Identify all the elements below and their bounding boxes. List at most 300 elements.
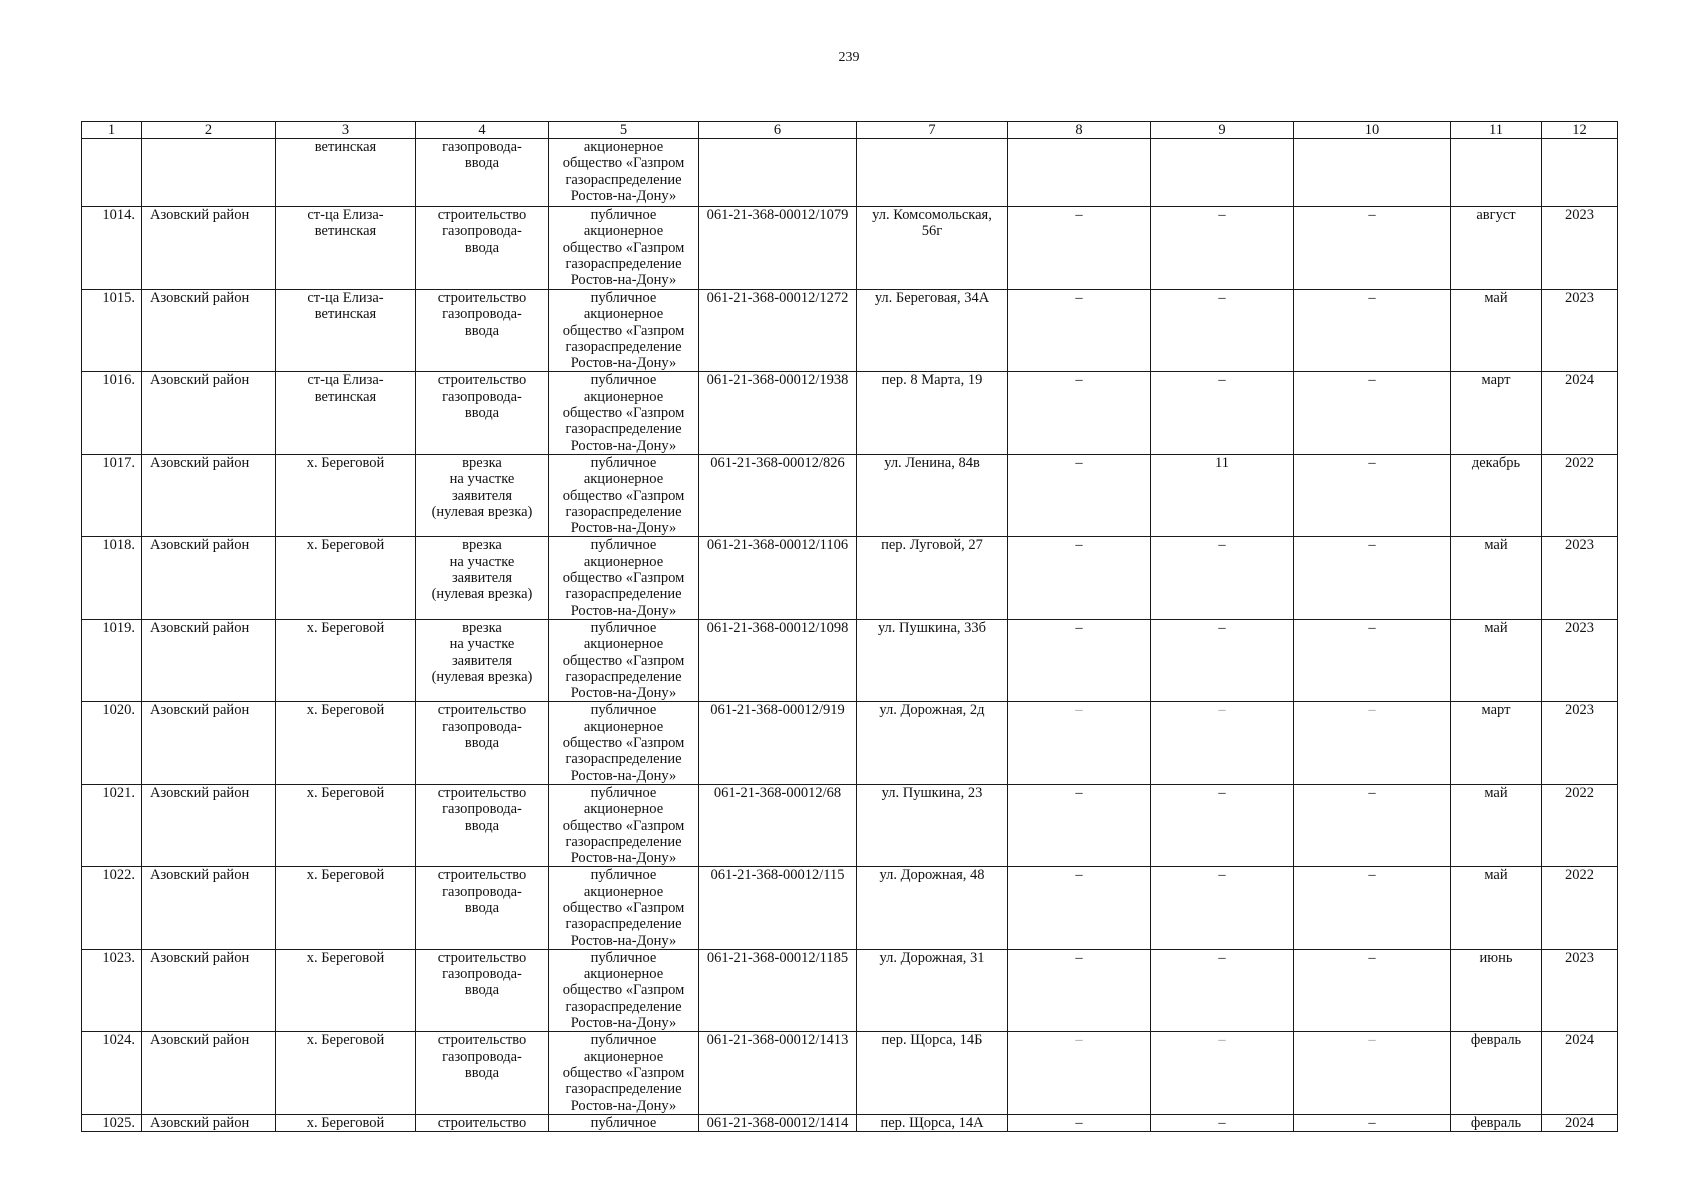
row-number: 1024. [102, 1032, 135, 1049]
address-line: ул. Пушкина, 33б [877, 619, 987, 636]
column-number-row [82, 122, 1618, 139]
cell-org [549, 867, 699, 949]
col9-value: – [1218, 619, 1226, 636]
org-line: акционерное [583, 1048, 664, 1065]
col9-value: – [1218, 537, 1226, 554]
org-line: общество «Газпром [562, 1064, 685, 1081]
col8-value: – [1075, 207, 1083, 223]
column-header: 7 [857, 122, 1008, 139]
year-value: 2023 [1565, 702, 1594, 719]
work-line: врезка [462, 619, 502, 636]
org-line: газораспределение [565, 751, 682, 768]
cell-col9 [1151, 207, 1294, 290]
cell-address [857, 619, 1008, 701]
month-value: февраль [1470, 1114, 1522, 1131]
org-line: общество «Газпром [562, 982, 685, 999]
locality-line: ветинская [314, 223, 377, 240]
cell-code [699, 290, 857, 372]
cell-year [1542, 290, 1618, 372]
cell-locality [276, 702, 416, 784]
cell-locality [276, 949, 416, 1031]
cell-col10 [1294, 207, 1451, 290]
work-line: (нулевая врезка) [431, 503, 533, 520]
cell-code [699, 537, 857, 619]
cell-col9 [1151, 784, 1294, 866]
table-row [82, 454, 1618, 536]
district-name: Азовский район [150, 372, 250, 389]
cell-locality [276, 619, 416, 701]
cell-year [1542, 619, 1618, 701]
work-line: ввода [464, 735, 500, 752]
cell-code [699, 372, 857, 454]
address-line: ул. Дорожная, 2д [879, 702, 985, 719]
district-name: Азовский район [150, 619, 250, 636]
cell-locality [276, 537, 416, 619]
column-header: 10 [1294, 122, 1451, 139]
cell-code [699, 702, 857, 784]
cell-month [1451, 949, 1542, 1031]
cell-month [1451, 784, 1542, 866]
work-line: на участке [449, 553, 515, 570]
cell-year [1542, 784, 1618, 866]
cell-col9 [1151, 949, 1294, 1031]
cell-col9 [1151, 1114, 1294, 1131]
org-line: акционерное [583, 306, 664, 323]
cell-col10 [1294, 290, 1451, 372]
address-line: пер. Щорса, 14А [880, 1114, 984, 1131]
cell-num [82, 372, 142, 454]
cell-district [142, 949, 276, 1031]
org-line: Ростов-на-Дону» [570, 767, 677, 784]
cell-district [142, 784, 276, 866]
cell-locality [276, 784, 416, 866]
cell-col8 [1008, 372, 1151, 454]
cell-num [82, 537, 142, 619]
column-header: 9 [1151, 122, 1294, 139]
work-line: (нулевая врезка) [431, 668, 533, 685]
year-value: 2024 [1565, 372, 1594, 389]
cell-col10 [1294, 372, 1451, 454]
work-line: ввода [464, 1064, 500, 1081]
page-number: 239 [838, 50, 860, 65]
cell-year [1542, 949, 1618, 1031]
table-body [82, 139, 1618, 1132]
col9-value: – [1218, 1032, 1226, 1049]
cell-col8 [1008, 454, 1151, 536]
cell-col8 [1008, 537, 1151, 619]
cell-address [857, 1114, 1008, 1131]
column-header: 5 [549, 122, 699, 139]
permit-code: 061-21-368-00012/1098 [706, 619, 849, 636]
cell-col8 [1008, 867, 1151, 949]
year-value: 2022 [1565, 867, 1594, 884]
org-line: общество «Газпром [562, 735, 685, 752]
cell-locality [276, 290, 416, 372]
cell-work [416, 1032, 549, 1114]
org-line: газораспределение [565, 586, 682, 603]
district-name: Азовский район [150, 290, 250, 306]
permit-code: 061-21-368-00012/919 [710, 702, 845, 719]
work-line: газопровода- [442, 306, 522, 323]
address-line: 56г [921, 223, 943, 240]
locality-line: х. Береговой [306, 784, 385, 801]
locality-line: х. Береговой [306, 867, 385, 884]
cell-district [142, 207, 276, 290]
address-line: пер. 8 Марта, 19 [881, 372, 983, 389]
row-number: 1016. [102, 372, 135, 389]
cell-address [857, 454, 1008, 536]
locality-line: х. Береговой [306, 454, 385, 471]
locality-line: ветинская [314, 306, 377, 323]
cell-work [416, 867, 549, 949]
cell-year [1542, 207, 1618, 290]
col10-value: – [1368, 949, 1376, 966]
cell-org [549, 454, 699, 536]
permit-code: 061-21-368-00012/1938 [706, 372, 849, 389]
address-line: ул. Ленина, 84в [884, 454, 980, 471]
cell-col9 [1151, 702, 1294, 784]
address-line: ул. Береговая, 34А [874, 290, 990, 306]
permit-code: 061-21-368-00012/1272 [706, 290, 849, 306]
row-number: 1015. [102, 290, 135, 306]
work-line: заявителя [451, 570, 513, 587]
cell-num [82, 867, 142, 949]
cell-district [142, 1114, 276, 1131]
org-line: общество «Газпром [562, 155, 685, 172]
continuation-row [82, 139, 1618, 207]
cell-org [549, 1032, 699, 1114]
month-value: февраль [1470, 1032, 1522, 1049]
cell-col8 [1008, 949, 1151, 1031]
cell-code [699, 139, 857, 207]
org-line: общество «Газпром [562, 570, 685, 587]
work-line: строительство [437, 949, 527, 966]
district-name: Азовский район [150, 1114, 250, 1131]
permit-code: 061-21-368-00012/1185 [706, 949, 849, 966]
col10-value: – [1368, 619, 1376, 636]
year-value: 2023 [1565, 537, 1594, 554]
row-number: 1017. [102, 454, 135, 471]
cell-district [142, 139, 276, 207]
org-line: акционерное [583, 636, 664, 653]
org-line: газораспределение [565, 421, 682, 438]
work-line: ввода [464, 322, 500, 339]
org-line: газораспределение [565, 916, 682, 933]
work-line: (нулевая врезка) [431, 586, 533, 603]
org-line: газораспределение [565, 171, 682, 188]
cell-address [857, 139, 1008, 207]
col9-value: – [1218, 784, 1226, 801]
cell-col10 [1294, 619, 1451, 701]
org-line: акционерное [583, 801, 664, 818]
work-line: строительство [437, 207, 527, 223]
table-row [82, 949, 1618, 1031]
cell-locality [276, 1114, 416, 1131]
address-line: пер. Луговой, 27 [881, 537, 983, 554]
col8-value: – [1075, 1032, 1083, 1049]
org-line: общество «Газпром [562, 487, 685, 504]
cell-code [699, 949, 857, 1031]
org-line: публичное [590, 1032, 657, 1049]
col8-value: – [1075, 537, 1083, 554]
column-header: 2 [142, 122, 276, 139]
locality-line: ветинская [314, 139, 377, 155]
column-header: 11 [1451, 122, 1542, 139]
cell-year [1542, 372, 1618, 454]
col10-value: – [1368, 784, 1376, 801]
cell-work [416, 949, 549, 1031]
district-name: Азовский район [150, 867, 250, 884]
cell-year [1542, 139, 1618, 207]
cell-district [142, 290, 276, 372]
year-value: 2023 [1565, 207, 1594, 223]
year-value: 2023 [1565, 619, 1594, 636]
cell-num [82, 139, 142, 207]
org-line: Ростов-на-Дону» [570, 520, 677, 537]
cell-work [416, 139, 549, 207]
cell-code [699, 454, 857, 536]
org-line: акционерное [583, 471, 664, 488]
table-row [82, 784, 1618, 866]
column-header: 6 [699, 122, 857, 139]
cell-month [1451, 702, 1542, 784]
address-line: пер. Щорса, 14Б [881, 1032, 983, 1049]
cell-org [549, 139, 699, 207]
cell-month [1451, 1114, 1542, 1131]
cell-month [1451, 537, 1542, 619]
address-line: ул. Пушкина, 23 [881, 784, 983, 801]
locality-line: х. Береговой [306, 1032, 385, 1049]
cell-locality [276, 1032, 416, 1114]
work-line: на участке [449, 636, 515, 653]
district-name: Азовский район [150, 1032, 250, 1049]
org-line: акционерное [583, 553, 664, 570]
table-row [82, 290, 1618, 372]
cell-num [82, 454, 142, 536]
address-line: ул. Дорожная, 31 [879, 949, 985, 966]
cell-org [549, 372, 699, 454]
col9-value: – [1218, 1114, 1226, 1131]
cell-num [82, 702, 142, 784]
col8-value: – [1075, 702, 1083, 719]
col9-value: – [1218, 372, 1226, 389]
cell-address [857, 784, 1008, 866]
cell-year [1542, 867, 1618, 949]
col9-value: 11 [1215, 454, 1229, 471]
cell-month [1451, 207, 1542, 290]
cell-col10 [1294, 139, 1451, 207]
cell-year [1542, 1114, 1618, 1131]
cell-col8 [1008, 784, 1151, 866]
table-row [82, 1114, 1618, 1131]
org-line: общество «Газпром [562, 239, 685, 256]
org-line: акционерное [583, 139, 664, 155]
org-line: газораспределение [565, 668, 682, 685]
cell-num [82, 290, 142, 372]
cell-locality [276, 139, 416, 207]
col10-value: – [1368, 1032, 1376, 1049]
work-line: ввода [464, 899, 500, 916]
cell-col10 [1294, 454, 1451, 536]
month-value: август [1476, 207, 1516, 223]
work-line: строительство [437, 290, 527, 306]
cell-month [1451, 139, 1542, 207]
org-line: акционерное [583, 966, 664, 983]
cell-col8 [1008, 1114, 1151, 1131]
cell-org [549, 619, 699, 701]
cell-code [699, 784, 857, 866]
cell-col10 [1294, 1114, 1451, 1131]
cell-code [699, 1114, 857, 1131]
cell-month [1451, 290, 1542, 372]
cell-col9 [1151, 139, 1294, 207]
org-line: газораспределение [565, 503, 682, 520]
locality-line: ветинская [314, 388, 377, 405]
cell-col8 [1008, 290, 1151, 372]
cell-col10 [1294, 1032, 1451, 1114]
row-number: 1023. [102, 949, 135, 966]
permit-code: 061-21-368-00012/1079 [706, 207, 849, 223]
cell-work [416, 784, 549, 866]
org-line: публичное [590, 454, 657, 471]
month-value: май [1484, 867, 1508, 884]
month-value: май [1484, 784, 1508, 801]
work-line: заявителя [451, 487, 513, 504]
cell-num [82, 1032, 142, 1114]
locality-line: х. Береговой [306, 537, 385, 554]
work-line: врезка [462, 537, 502, 554]
cell-address [857, 949, 1008, 1031]
org-line: публичное [590, 784, 657, 801]
cell-work [416, 702, 549, 784]
permit-code: 061-21-368-00012/68 [713, 784, 842, 801]
col10-value: – [1368, 290, 1376, 306]
district-name: Азовский район [150, 537, 250, 554]
year-value: 2023 [1565, 290, 1594, 306]
column-header: 8 [1008, 122, 1151, 139]
row-number: 1018. [102, 537, 135, 554]
col10-value: – [1368, 1114, 1376, 1131]
cell-col10 [1294, 867, 1451, 949]
org-line: газораспределение [565, 255, 682, 272]
col10-value: – [1368, 537, 1376, 554]
cell-col10 [1294, 702, 1451, 784]
col9-value: – [1218, 949, 1226, 966]
col10-value: – [1368, 867, 1376, 884]
work-line: строительство [437, 784, 527, 801]
org-line: Ростов-на-Дону» [570, 685, 677, 702]
cell-org [549, 1114, 699, 1131]
org-line: публичное [590, 207, 657, 223]
locality-line: ст-ца Елиза- [307, 207, 384, 223]
org-line: Ростов-на-Дону» [570, 932, 677, 949]
cell-org [549, 949, 699, 1031]
district-name: Азовский район [150, 207, 250, 223]
cell-col9 [1151, 537, 1294, 619]
cell-district [142, 454, 276, 536]
org-line: Ростов-на-Дону» [570, 850, 677, 867]
work-line: строительство [437, 867, 527, 884]
month-value: май [1484, 537, 1508, 554]
cell-year [1542, 1032, 1618, 1114]
work-line: газопровода- [442, 883, 522, 900]
year-value: 2022 [1565, 784, 1594, 801]
cell-org [549, 537, 699, 619]
work-line: врезка [462, 454, 502, 471]
work-line: газопровода- [442, 966, 522, 983]
org-line: общество «Газпром [562, 817, 685, 834]
cell-code [699, 1032, 857, 1114]
year-value: 2022 [1565, 454, 1594, 471]
col8-value: – [1075, 1114, 1083, 1131]
cell-locality [276, 867, 416, 949]
cell-org [549, 702, 699, 784]
cell-work [416, 537, 549, 619]
district-name: Азовский район [150, 784, 250, 801]
locality-line: х. Береговой [306, 702, 385, 719]
col9-value: – [1218, 867, 1226, 884]
work-line: строительство [437, 372, 527, 389]
col8-value: – [1075, 619, 1083, 636]
month-value: март [1481, 372, 1511, 389]
org-line: публичное [590, 619, 657, 636]
col10-value: – [1368, 454, 1376, 471]
org-line: Ростов-на-Дону» [570, 602, 677, 619]
org-line: публичное [590, 290, 657, 306]
col10-value: – [1368, 207, 1376, 223]
work-line: ввода [464, 982, 500, 999]
work-line: строительство [437, 1032, 527, 1049]
org-line: Ростов-на-Дону» [570, 1097, 677, 1114]
org-line: Ростов-на-Дону» [570, 1015, 677, 1032]
cell-col9 [1151, 867, 1294, 949]
cell-month [1451, 372, 1542, 454]
permit-code: 061-21-368-00012/1106 [706, 537, 849, 554]
col10-value: – [1368, 372, 1376, 389]
org-line: газораспределение [565, 998, 682, 1015]
cell-year [1542, 454, 1618, 536]
col8-value: – [1075, 290, 1083, 306]
cell-num [82, 784, 142, 866]
col8-value: – [1075, 949, 1083, 966]
cell-locality [276, 454, 416, 536]
work-line: газопровода- [442, 801, 522, 818]
org-line: Ростов-на-Дону» [570, 355, 677, 372]
cell-month [1451, 1032, 1542, 1114]
table-row [82, 1032, 1618, 1114]
org-line: публичное [590, 372, 657, 389]
row-number: 1020. [102, 702, 135, 719]
work-line: строительство [437, 702, 527, 719]
row-number: 1014. [102, 207, 135, 223]
year-value: 2024 [1565, 1114, 1594, 1131]
cell-work [416, 619, 549, 701]
cell-locality [276, 372, 416, 454]
cell-col10 [1294, 537, 1451, 619]
cell-num [82, 949, 142, 1031]
work-line: ввода [464, 405, 500, 422]
cell-org [549, 207, 699, 290]
cell-num [82, 619, 142, 701]
work-line: газопровода- [442, 1048, 522, 1065]
cell-code [699, 867, 857, 949]
cell-num [82, 207, 142, 290]
cell-col9 [1151, 454, 1294, 536]
org-line: общество «Газпром [562, 322, 685, 339]
org-line: газораспределение [565, 833, 682, 850]
table-header [82, 122, 1618, 139]
org-line: акционерное [583, 718, 664, 735]
